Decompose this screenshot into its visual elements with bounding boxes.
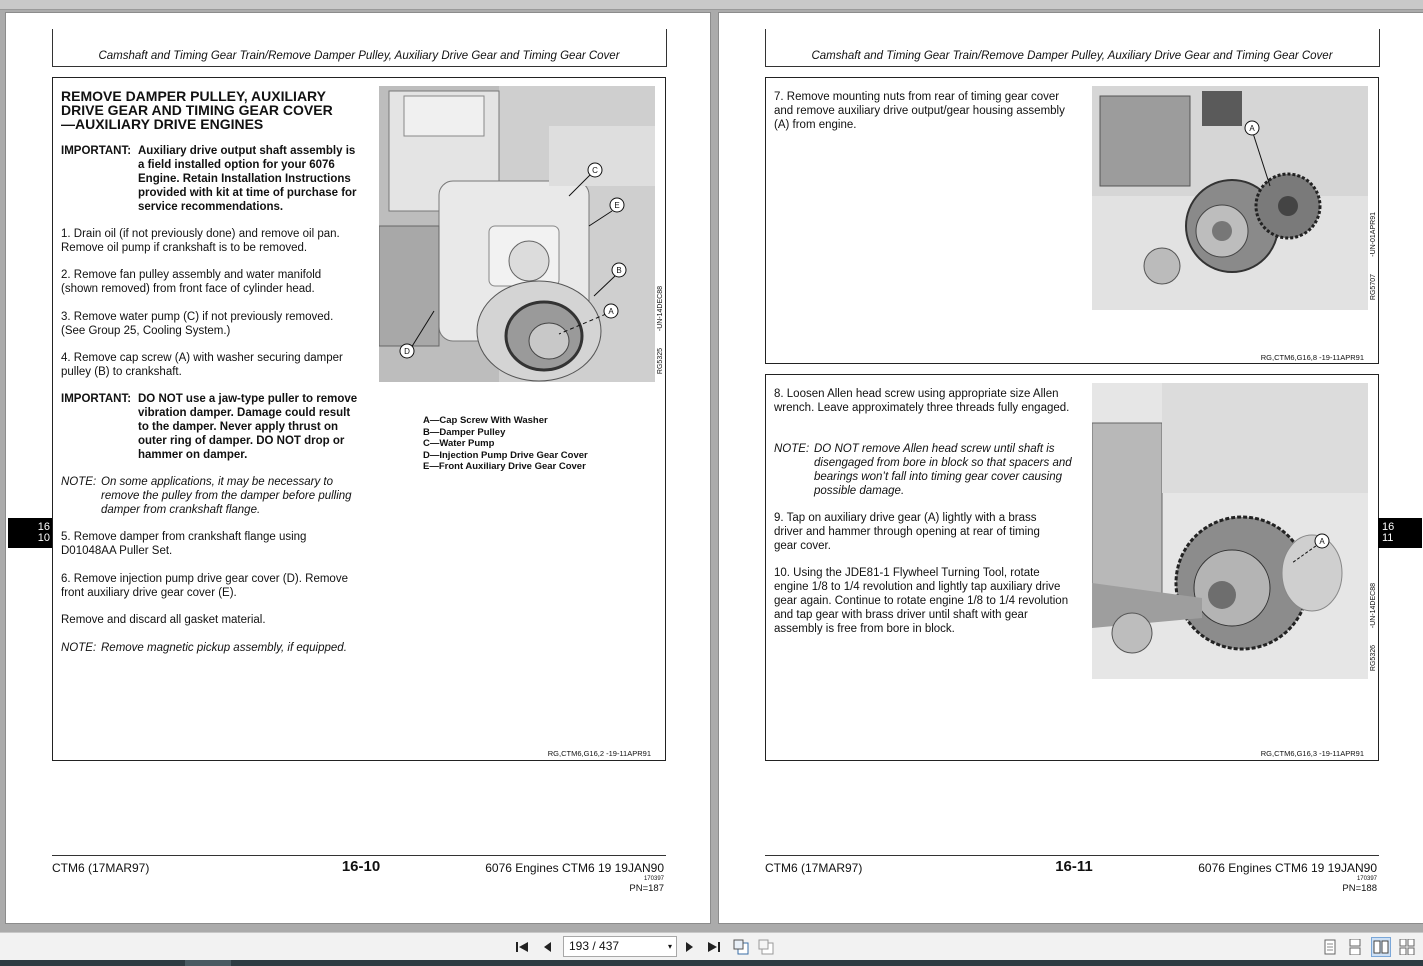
page-number: 16-10: [341, 858, 381, 875]
page-number: 16-11: [1055, 858, 1093, 875]
important-label: IMPORTANT:: [61, 145, 132, 157]
footer-rule: [765, 855, 1379, 856]
legend-item: D—Injection Pump Drive Gear Cover: [423, 449, 588, 461]
procedure-box-2: [765, 374, 1379, 761]
gear-housing-photo: [1092, 86, 1368, 310]
figure-legend: [423, 415, 588, 473]
tab-group: 16: [1382, 521, 1395, 533]
previous-page-button[interactable]: [537, 937, 557, 957]
tab-page: 11: [1382, 532, 1394, 544]
two-page-view-button[interactable]: [1371, 937, 1391, 957]
header-rule-bottom: [52, 66, 667, 67]
page-header: Camshaft and Timing Gear Train/Remove Damper Pulley, Auxiliary Drive Gear and Timing Gear Cover: [98, 50, 620, 62]
note-1: [61, 475, 363, 517]
procedure-box-1: [765, 77, 1379, 364]
callout-E: E: [614, 201, 620, 210]
window-top-bar: [0, 0, 1423, 10]
note-label: NOTE:: [61, 476, 97, 488]
last-page-icon: [707, 941, 721, 953]
page-16-11: [718, 12, 1423, 924]
legend-item: E—Front Auxiliary Drive Gear Cover: [423, 461, 586, 472]
step-5: 5. Remove damper from crankshaft flange using D01048AA Puller Set.: [61, 531, 307, 557]
footer-right: 6076 Engines CTM6 19 19JAN90: [1198, 861, 1377, 875]
step-10: 10. Using the JDE81-1 Flywheel Turning Tool, rotate engine 1/8 to 1/4 revolution and lightly tap auxiliary drive gear again. Continue to rotate engine 1/8 to 1/4 revolution and tap gear with brass driver until shaft with gear assembly is free from bore in block.: [774, 567, 1069, 635]
two-page-view-icon: [1373, 940, 1389, 954]
note-text: DO NOT remove Allen head screw until shaft is disengaged from bore in block so that spacers and bearings won’t fall into timing gear cover causing possible damage.: [814, 443, 1072, 497]
first-page-button[interactable]: [512, 937, 532, 957]
callout-C: C: [592, 166, 598, 175]
gasket-instruction: Remove and discard all gasket material.: [61, 614, 266, 626]
footer-right: 6076 Engines CTM6 19 19JAN90: [485, 861, 664, 875]
box-reference: RG,CTM6,G16,8 -19-11APR91: [1260, 353, 1364, 362]
step-1: 1. Drain oil (if not previously done) and remove oil pan. Remove oil pump if crankshaft is to be removed.: [61, 228, 340, 254]
rotate-button[interactable]: [731, 937, 751, 957]
legend-item: B—Damper Pulley: [423, 426, 506, 438]
procedure-box: [52, 77, 666, 761]
footer-code: 170397: [1356, 876, 1377, 882]
two-page-continuous-view-icon: [1399, 939, 1415, 955]
taskbar-segment: [185, 960, 231, 966]
next-page-icon: [685, 941, 695, 953]
viewer-toolbar: [0, 932, 1423, 960]
important-text: DO NOT use a jaw-type puller to remove vibration damper. Damage could result to the damper. Never apply thrust on outer ring of damper. DO NOT drop or hammer on damper.: [138, 393, 358, 461]
note-text: Remove magnetic pickup assembly, if equipped.: [101, 642, 347, 654]
continuous-view-icon: [1348, 939, 1362, 955]
header-rule-bottom: [765, 66, 1380, 67]
taskbar-strip: [0, 960, 1423, 966]
note-label: NOTE:: [774, 443, 810, 455]
important-label: IMPORTANT:: [61, 393, 132, 405]
header-rule-right: [666, 29, 667, 67]
image-date-code: -UN-14DEC88: [1370, 583, 1377, 629]
callout-A: A: [1319, 537, 1325, 546]
procedure-title: REMOVE DAMPER PULLEY, AUXILIARY DRIVE GEAR AND TIMING GEAR COVER—AUXILIARY DRIVE ENGINES: [61, 88, 333, 132]
note-2: [61, 641, 366, 655]
single-page-view-icon: [1323, 939, 1337, 955]
step-4: 4. Remove cap screw (A) with washer securing damper pulley (B) to crankshaft.: [61, 352, 343, 378]
section-tab-left: [8, 518, 52, 548]
step-8: 8. Loosen Allen head screw using appropriate size Allen wrench. Leave approximately three threads fully engaged.: [774, 388, 1070, 414]
important-notice-2: [61, 392, 363, 462]
fit-page-icon: [757, 939, 775, 955]
footer-rule: [52, 855, 666, 856]
tab-page: 10: [37, 532, 50, 544]
legend-item: A—Cap Screw With Washer: [423, 415, 548, 426]
callout-A: A: [1249, 124, 1255, 133]
callout-A: A: [608, 307, 614, 316]
document-viewport[interactable]: [0, 10, 1423, 932]
single-page-view-button[interactable]: [1320, 937, 1340, 957]
image-date-code: -UN-01APR91: [1370, 212, 1377, 257]
drive-gear-illustration: [1092, 383, 1368, 679]
step-3: 3. Remove water pump (C) if not previously removed. (See Group 25, Cooling System.): [61, 311, 334, 337]
step-2: 2. Remove fan pulley assembly and water manifold (shown removed) from front face of cylinder head.: [61, 269, 322, 295]
step-9: 9. Tap on auxiliary drive gear (A) lightly with a brass driver and hammer through opening at rear of timing gear cover.: [774, 512, 1040, 552]
footer-left: CTM6 (17MAR97): [765, 861, 863, 875]
step-7: 7. Remove mounting nuts from rear of timing gear cover and remove auxiliary drive output/gear housing assembly (A) from engine.: [774, 91, 1065, 131]
gear-housing-illustration: [1092, 86, 1368, 310]
callout-B: B: [616, 266, 622, 275]
step-6: 6. Remove injection pump drive gear cover (D). Remove front auxiliary drive gear cover (E).: [61, 573, 348, 599]
two-page-continuous-view-button[interactable]: [1397, 937, 1417, 957]
footer-code: 170397: [643, 876, 664, 882]
first-page-icon: [515, 941, 529, 953]
previous-page-icon: [542, 941, 552, 953]
important-notice-1: [61, 144, 363, 214]
legend-item: C—Water Pump: [423, 438, 495, 449]
note-text: On some applications, it may be necessary to remove the pulley from the damper before pulling damper from crankshaft flange.: [101, 476, 352, 516]
fit-page-button[interactable]: [756, 937, 776, 957]
note: [774, 442, 1074, 498]
image-code: RG5707: [1370, 274, 1377, 301]
tab-group: 16: [37, 521, 50, 533]
section-tab-right: [1378, 518, 1422, 548]
important-text: Auxiliary drive output shaft assembly is a field installed option for your 6076 Engine. Retain Installation Instructions provided with kit at time of purchase for service recommendations.: [138, 145, 357, 213]
rotate-icon: [732, 939, 750, 955]
image-code: RG5326: [1370, 645, 1377, 672]
callout-D: D: [404, 347, 410, 356]
image-code: RG5325: [657, 348, 664, 375]
footer-pn: PN=187: [629, 883, 664, 894]
page-16-10: [5, 12, 711, 924]
footer-left: CTM6 (17MAR97): [52, 861, 150, 875]
last-page-button[interactable]: [704, 937, 724, 957]
image-date-code: -UN-14DEC88: [657, 286, 664, 332]
engine-illustration: [379, 86, 655, 382]
page-number-input[interactable]: [563, 936, 677, 957]
drive-gear-photo: [1092, 383, 1368, 679]
box-reference: RG,CTM6,G16,2 -19-11APR91: [547, 749, 651, 758]
chevron-down-icon[interactable]: ▾: [667, 942, 672, 951]
continuous-view-button[interactable]: [1345, 937, 1365, 957]
engine-front-photo: [379, 86, 655, 382]
header-rule-right: [1379, 29, 1380, 67]
next-page-button[interactable]: [680, 937, 700, 957]
note-label: NOTE:: [61, 642, 97, 654]
page-indicator: 193 / 437: [569, 939, 620, 953]
box-reference: RG,CTM6,G16,3 -19-11APR91: [1260, 749, 1364, 758]
page-header: Camshaft and Timing Gear Train/Remove Damper Pulley, Auxiliary Drive Gear and Timing Gear Cover: [811, 50, 1333, 62]
footer-pn: PN=188: [1342, 883, 1377, 894]
